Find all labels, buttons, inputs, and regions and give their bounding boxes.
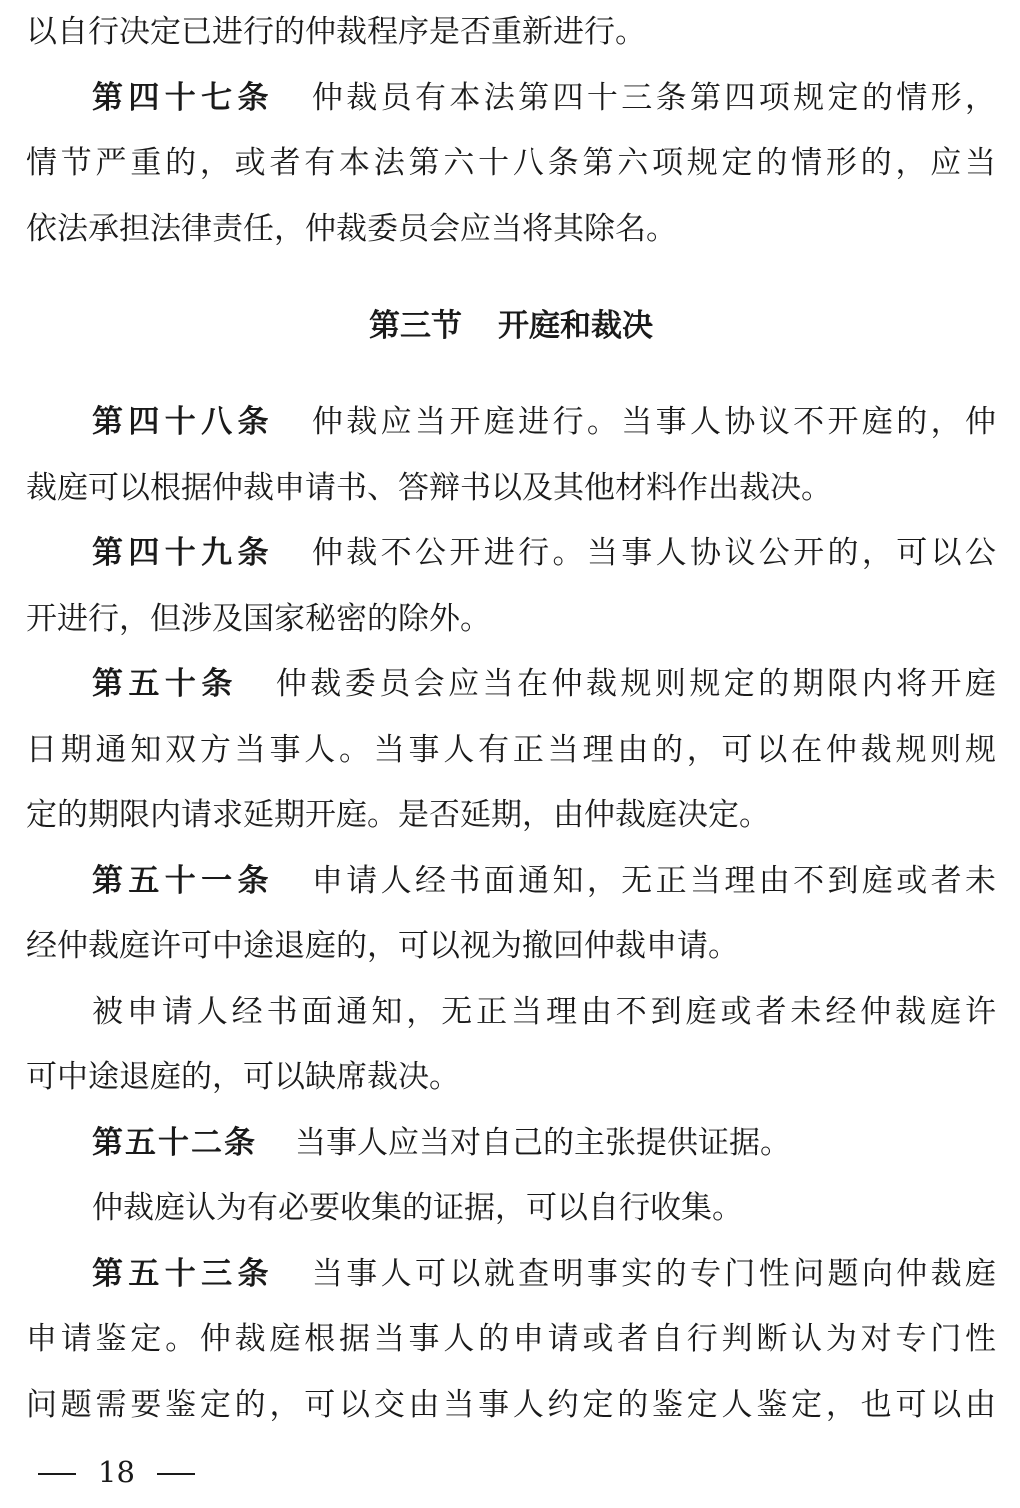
article-52-text-1: 当事人应当对自己的主张提供证据。: [295, 1124, 791, 1161]
article-47-label: 第四十七条: [92, 79, 274, 116]
article-49-line-1: [26, 521, 996, 587]
article-53-line-2: 申请鉴定。仲裁庭根据当事人的申请或者自行判断认为对专门性: [26, 1321, 996, 1357]
article-47-text-1: 仲裁员有本法第四十三条第四项规定的情形，: [311, 79, 996, 116]
article-51-label: 第五十一条: [92, 862, 274, 899]
article-51-line-1: [26, 849, 996, 915]
article-51-paragraph-2-line-2: 可中途退庭的，可以缺席裁决。: [26, 1059, 460, 1095]
article-50-text-1: 仲裁委员会应当在仲裁规则规定的期限内将开庭: [275, 666, 997, 702]
article-47-line-2: 情节严重的，或者有本法第六十八条第六项规定的情形的，应当: [26, 145, 996, 181]
section-heading: [26, 262, 996, 390]
article-47-line-1: [26, 66, 996, 132]
article-51-text-1: 申请人经书面通知，无正当理由不到庭或者未: [311, 862, 996, 899]
article-52-line-1: [26, 1111, 996, 1177]
article-48-label: 第四十八条: [92, 404, 274, 440]
article-48-line-2: 裁庭可以根据仲裁申请书、答辩书以及其他材料作出裁决。: [26, 469, 832, 506]
article-50-label: 第五十条: [92, 666, 238, 702]
article-53-text-1: 当事人可以就查明事实的专门性问题向仲裁庭: [311, 1255, 996, 1292]
article-52-label: 第五十二条: [92, 1124, 257, 1161]
article-47-line-3: 依法承担法律责任，仲裁委员会应当将其除名。: [26, 210, 677, 247]
article-50-line-1: [26, 652, 996, 718]
article-49-line-2: 开进行，但涉及国家秘密的除外。: [26, 600, 491, 637]
article-50-line-3: 定的期限内请求延期开庭。是否延期，由仲裁庭决定。: [26, 797, 770, 833]
article-50-line-2: 日期通知双方当事人。当事人有正当理由的，可以在仲裁规则规: [26, 731, 996, 768]
article-53-line-3: 问题需要鉴定的，可以交由当事人约定的鉴定人鉴定，也可以由: [26, 1386, 996, 1423]
section-number: 第三节: [369, 308, 462, 344]
article-51-paragraph-2-line-1: 被申请人经书面通知，无正当理由不到庭或者未经仲裁庭许: [92, 993, 996, 1030]
article-48-line-1: [26, 390, 996, 456]
continued-paragraph-line: 以自行决定已进行的仲裁程序是否重新进行。: [26, 14, 646, 50]
page-number: 18: [98, 1455, 135, 1489]
article-48-text-1: 仲裁应当开庭进行。当事人协议不开庭的，仲: [311, 404, 996, 440]
article-53-label: 第五十三条: [92, 1255, 274, 1292]
section-title: 开庭和裁决: [498, 308, 653, 344]
right-dash: [157, 1473, 195, 1475]
article-49-text-1: 仲裁不公开进行。当事人协议公开的，可以公: [311, 535, 996, 571]
article-52-paragraph-2-line-1: 仲裁庭认为有必要收集的证据，可以自行收集。: [92, 1190, 743, 1226]
article-53-line-1: [26, 1242, 996, 1308]
document-page: [26, 0, 996, 1438]
page-number-footer: [38, 1452, 195, 1492]
article-51-line-2: 经仲裁庭许可中途退庭的，可以视为撤回仲裁申请。: [26, 928, 739, 964]
article-49-label: 第四十九条: [92, 535, 274, 571]
left-dash: [38, 1473, 76, 1475]
